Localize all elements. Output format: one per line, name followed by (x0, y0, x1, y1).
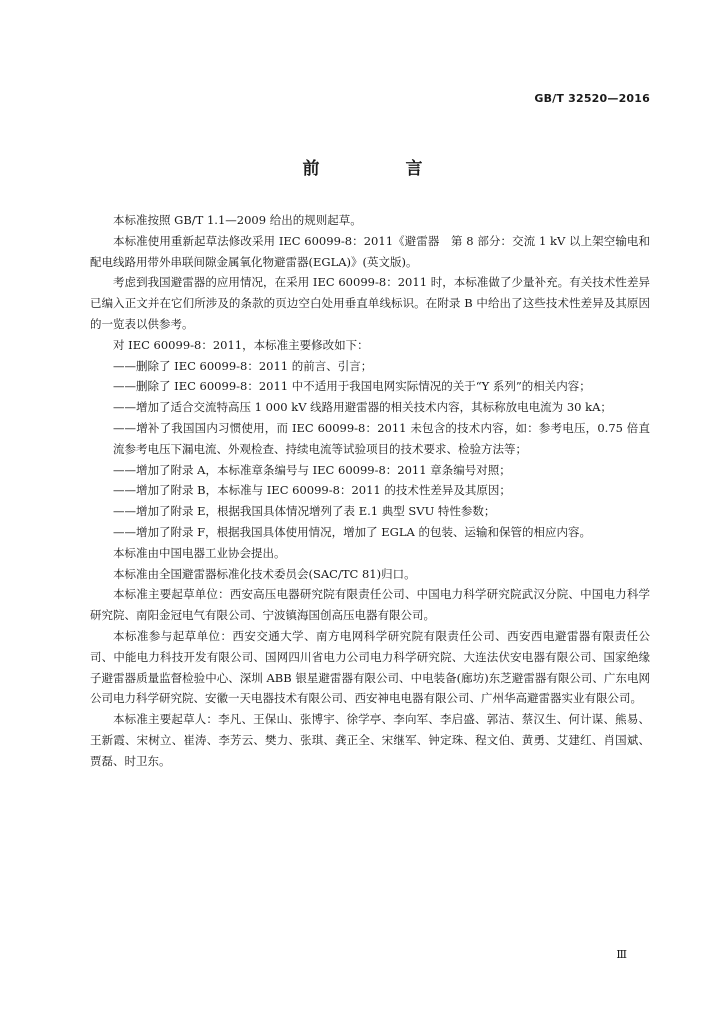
modification-item: ——增补了我国国内习惯使用，而 IEC 60099-8：2011 未包含的技术内容，如：参考电压，0.75 倍直流参考电压下漏电流、外观检查、持续电流等试验项目的技术要求、检验方法等； (113, 420, 650, 456)
modification-item: ——增加了适合交流特高压 1 000 kV 线路用避雷器的相关技术内容，其标称放电电流为 30 kA； (113, 400, 612, 415)
modification-item: ——删除了 IEC 60099-8：2011 的前言、引言； (113, 358, 373, 373)
modification-item: ——增加了附录 E，根据我国具体情况增列了表 E.1 典型 SVU 特性参数； (113, 504, 496, 519)
page-title: 前 言 (302, 159, 463, 179)
paragraph-proposer: 本标准由中国电器工业协会提出。 (113, 545, 286, 560)
modification-item: ——增加了附录 B，本标准与 IEC 60099-8：2011 的技术性差异及其原因； (113, 483, 511, 498)
paragraph-participating-units: 本标准参与起草单位：西安交通大学、南方电网科学研究院有限责任公司、西安西电避雷器有限责任公司、中能电力科技开发有限公司、国网四川省电力公司电力科学研究院、大连法伏安电器有限公司、国家绝缘子避雷器质量监督检验中心、深圳 ABB 银星避雷器有限公司、中电装备(廊坊)东芝避雷器有限公司、广东电网公司电力科学研究院、安徽一天电器技术有限公司、西安神电电器有限公司、广州华高避雷器实业有限公司。 (90, 628, 650, 706)
paragraph-drafting-rules: 本标准按照 GB/T 1.1—2009 给出的规则起草。 (113, 213, 362, 227)
standard-code: GB/T 32520—2016 (534, 92, 650, 105)
paragraph-differences: 考虑到我国避雷器的应用情况，在采用 IEC 60099-8：2011 时，本标准做了少量补充。有关技术性差异已编入正文并在它们所涉及的条款的页边空白处用垂直单线标识。在附录 B 中给出了这些技术性差异及其原因的一览表以供参考。 (90, 275, 650, 331)
modification-item: ——增加了附录 F，根据我国具体使用情况，增加了 EGLA 的包装、运输和保管的相应内容。 (113, 524, 591, 539)
paragraph-adoption: 本标准使用重新起草法修改采用 IEC 60099-8：2011《避雷器 第 8 部分：交流 1 kV 以上架空输电和配电线路用带外串联间隙金属氧化物避雷器(EGLA)》(英文版)。 (90, 233, 650, 269)
paragraph-modifications-intro: 对 IEC 60099-8：2011，本标准主要修改如下： (113, 337, 369, 352)
modification-item: ——删除了 IEC 60099-8：2011 中不适用于我国电网实际情况的关于“Y 系列”的相关内容； (113, 379, 591, 394)
paragraph-main-drafting-units: 本标准主要起草单位：西安高压电器研究院有限责任公司、中国电力科学研究院武汉分院、中国电力科学研究院、南阳金冠电气有限公司、宁波镇海国创高压电器有限公司。 (90, 587, 650, 623)
paragraph-main-drafters: 本标准主要起草人：李凡、王保山、张博宇、徐学亭、李向军、李启盛、郭洁、蔡汉生、何计谋、熊易、王新霞、宋树立、崔涛、李芳云、樊力、张琪、龚正全、宋继军、钟定珠、程文伯、黄勇、艾建红、肖国斌、贾磊、时卫东。 (90, 712, 650, 768)
paragraph-technical-committee: 本标准由全国避雷器标准化技术委员会(SAC/TC 81)归口。 (113, 566, 416, 581)
foreword-body (90, 210, 650, 772)
page-number: Ⅲ (616, 948, 627, 961)
modification-item: ——增加了附录 A，本标准章条编号与 IEC 60099-8：2011 章条编号对照； (113, 462, 511, 477)
